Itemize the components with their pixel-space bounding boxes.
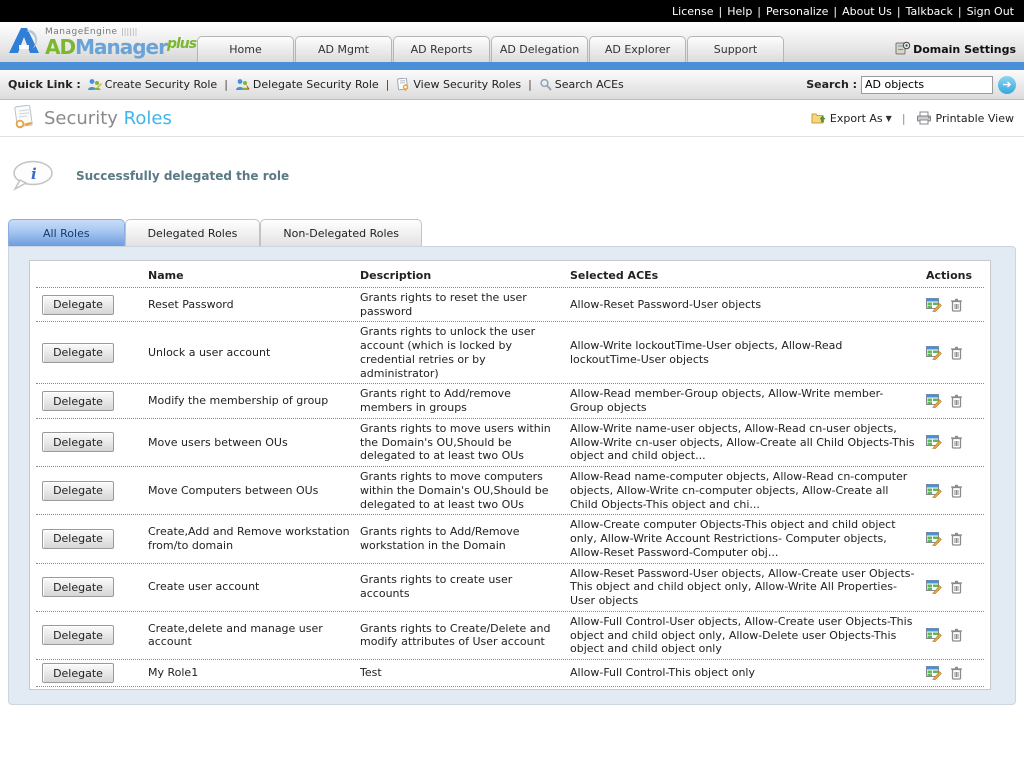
- role-description: Grants rights to reset the user password: [360, 290, 527, 318]
- table-row: [36, 322, 984, 384]
- roles-tab-bar: [8, 219, 1024, 246]
- role-aces: Allow-Full Control-User objects, Allow-Create user Objects-This object and child object only, Allow-Delete user Objects-This object and child object only: [570, 614, 913, 656]
- svg-text:i: i: [31, 165, 37, 183]
- talkback-link[interactable]: Talkback: [905, 4, 953, 18]
- edit-role-icon[interactable]: [926, 532, 942, 546]
- delete-role-icon[interactable]: [950, 298, 963, 312]
- admanager-logo: [6, 25, 196, 57]
- separator: |: [385, 78, 390, 91]
- delete-role-icon[interactable]: [950, 580, 963, 594]
- table-row: [36, 467, 984, 515]
- table-row: [36, 419, 984, 467]
- delegate-button[interactable]: Delegate: [42, 295, 114, 315]
- quick-link-label: Quick Link :: [8, 78, 81, 91]
- delete-role-icon[interactable]: [950, 346, 963, 360]
- nav-tab-ad-explorer[interactable]: AD Explorer: [589, 36, 686, 62]
- separator: |: [901, 111, 906, 125]
- personalize-link[interactable]: Personalize: [766, 4, 829, 18]
- logo-manager: Manager: [75, 35, 167, 59]
- delegate-security-role-label: Delegate Security Role: [252, 78, 379, 91]
- quick-link-bar: [0, 70, 1024, 100]
- delete-role-icon[interactable]: [950, 532, 963, 546]
- domain-settings-icon: [895, 41, 911, 57]
- edit-role-icon[interactable]: [926, 666, 942, 680]
- search-label: Search :: [806, 78, 857, 91]
- delete-role-icon[interactable]: [950, 484, 963, 498]
- domain-settings-label: Domain Settings: [913, 42, 1016, 56]
- tab-non-delegated-roles[interactable]: Non-Delegated Roles: [260, 219, 422, 246]
- brand-name: ManageEngine: [45, 27, 118, 37]
- license-link[interactable]: License: [672, 4, 714, 18]
- table-row: [36, 384, 984, 419]
- delete-role-icon[interactable]: [950, 394, 963, 408]
- delegate-button[interactable]: Delegate: [42, 391, 114, 411]
- table-header-row: [36, 263, 984, 288]
- role-aces: Allow-Read member-Group objects, Allow-Write member-Group objects: [570, 387, 884, 414]
- search-aces-label: Search ACEs: [554, 78, 624, 91]
- tab-delegated-roles[interactable]: Delegated Roles: [125, 219, 261, 246]
- roles-panel: [8, 246, 1016, 705]
- role-name: Move Computers between OUs: [148, 483, 319, 497]
- export-as-label: Export As: [829, 111, 883, 125]
- nav-tab-support[interactable]: Support: [687, 36, 784, 62]
- role-name: Create user account: [148, 580, 260, 594]
- edit-role-icon[interactable]: [926, 628, 942, 642]
- nav-tab-ad-mgmt[interactable]: AD Mgmt: [295, 36, 392, 62]
- role-name: Move users between OUs: [148, 435, 288, 449]
- role-aces: Allow-Reset Password-User objects: [570, 297, 762, 311]
- delegate-role-icon: [235, 78, 250, 91]
- edit-role-icon[interactable]: [926, 394, 942, 408]
- table-row: [36, 612, 984, 660]
- separator: |: [224, 78, 228, 91]
- role-name: My Role1: [148, 666, 199, 680]
- role-aces: Allow-Reset Password-User objects, Allow-Create user Objects- This object and child object only, Allow-Write All Properties-User objects: [570, 566, 915, 607]
- printer-icon: [916, 111, 932, 125]
- role-name: Create,Add and Remove workstation from/to domain: [148, 525, 350, 552]
- delegate-button[interactable]: Delegate: [42, 481, 114, 501]
- sign-out-link[interactable]: Sign Out: [966, 4, 1014, 18]
- app-header: [0, 22, 1024, 62]
- logo-ad: AD: [45, 35, 76, 59]
- page-title-primary: Security: [44, 107, 118, 129]
- about-us-link[interactable]: About Us: [842, 4, 892, 18]
- delete-role-icon[interactable]: [950, 666, 963, 680]
- top-utility-bar: [0, 0, 1024, 22]
- delegate-button[interactable]: Delegate: [42, 343, 114, 363]
- separator: |: [833, 4, 838, 18]
- printable-view-label: Printable View: [935, 111, 1014, 125]
- role-description: Grants rights to Create/Delete and modify attributes of User account: [360, 621, 551, 649]
- role-description: Grants right to Add/remove members in groups: [360, 387, 511, 414]
- role-aces: Allow-Write lockoutTime-User objects, Allow-Read lockoutTime-User objects: [570, 339, 843, 366]
- role-aces: Allow-Create computer Objects-This object and child object only, Allow-Write Account Restrictions- Computer objects, Allow-Reset Password-Computer obj...: [570, 518, 896, 559]
- info-icon: [10, 160, 54, 192]
- search-aces-link[interactable]: [539, 78, 624, 91]
- delegate-button[interactable]: Delegate: [42, 577, 114, 597]
- role-name: Unlock a user account: [148, 345, 271, 359]
- delegate-button[interactable]: Delegate: [42, 529, 114, 549]
- table-row: [36, 515, 984, 563]
- help-link[interactable]: Help: [727, 4, 753, 18]
- edit-role-icon[interactable]: [926, 435, 942, 449]
- table-row: [36, 660, 984, 687]
- separator: |: [957, 4, 962, 18]
- chevron-down-icon: ▼: [885, 113, 892, 123]
- role-aces: Allow-Full Control-This object only: [570, 666, 755, 680]
- nav-tab-home[interactable]: Home: [197, 36, 294, 62]
- separator: |: [896, 4, 901, 18]
- delegate-button[interactable]: Delegate: [42, 625, 114, 645]
- page-title: [44, 108, 172, 129]
- tab-all-roles[interactable]: All Roles: [8, 219, 125, 246]
- role-name: Reset Password: [148, 297, 234, 311]
- create-role-icon: [87, 78, 102, 91]
- column-header-description: Description: [360, 269, 432, 282]
- view-security-roles-label: View Security Roles: [413, 78, 522, 91]
- separator: |: [718, 4, 723, 18]
- edit-role-icon[interactable]: [926, 580, 942, 594]
- domain-settings-button[interactable]: [895, 41, 1016, 57]
- role-description: Grants rights to move users within the Domain's OU,Should be delegated to at least two OUs: [360, 421, 551, 463]
- roles-table: [29, 260, 991, 690]
- column-header-actions: Actions: [926, 269, 972, 282]
- separator: |: [757, 4, 762, 18]
- role-description: Grants rights to Add/Remove workstation in the Domain: [360, 525, 520, 552]
- status-message: [10, 159, 1024, 193]
- search-input[interactable]: [861, 76, 993, 94]
- accent-strip: [0, 62, 1024, 70]
- delegate-button[interactable]: Delegate: [42, 663, 114, 683]
- role-description: Test: [360, 666, 382, 680]
- page-title-bar: [0, 100, 1024, 137]
- table-row: [36, 564, 984, 612]
- role-description: Grants rights to move computers within the Domain's OU,Should be delegated to at least two OUs: [360, 470, 549, 511]
- role-description: Grants rights to unlock the user account (which is locked by credential retries or by administrator): [360, 325, 536, 380]
- brand-ticks: ||||||: [121, 27, 138, 36]
- nav-tab-ad-delegation[interactable]: AD Delegation: [491, 36, 588, 62]
- export-icon: [811, 111, 826, 125]
- search-aces-icon: [539, 78, 552, 91]
- role-aces: Allow-Write name-user objects, Allow-Read cn-user objects, Allow-Write cn-user objects, Allow-Create all Child Objects-This object and child object...: [570, 421, 915, 463]
- status-message-text: Successfully delegated the role: [76, 169, 290, 183]
- column-header-aces: Selected ACEs: [570, 269, 659, 282]
- create-security-role-label: Create Security Role: [104, 78, 218, 91]
- table-row: [36, 288, 984, 323]
- delete-role-icon[interactable]: [950, 435, 963, 449]
- logo-plus: plus: [166, 36, 197, 52]
- search-go-button[interactable]: ➔: [998, 76, 1016, 94]
- view-roles-icon: [396, 78, 410, 91]
- separator: |: [528, 78, 532, 91]
- delete-role-icon[interactable]: [950, 628, 963, 642]
- role-aces: Allow-Read name-computer objects, Allow-Read cn-computer objects, Allow-Write cn-computer objects, Allow-Create all Child Objects-This object and chi...: [570, 470, 908, 511]
- column-header-name: Name: [148, 269, 184, 282]
- view-security-roles-link[interactable]: [396, 78, 521, 91]
- security-roles-icon: [10, 105, 38, 131]
- create-security-role-link[interactable]: [87, 78, 217, 91]
- edit-role-icon[interactable]: [926, 298, 942, 312]
- role-name: Modify the membership of group: [148, 394, 329, 408]
- delegate-button[interactable]: Delegate: [42, 432, 114, 452]
- edit-role-icon[interactable]: [926, 346, 942, 360]
- export-as-button[interactable]: [811, 111, 892, 125]
- main-nav: [197, 36, 785, 62]
- edit-role-icon[interactable]: [926, 484, 942, 498]
- role-name: Create,delete and manage user account: [148, 621, 323, 649]
- admanager-logo-icon: [6, 25, 42, 57]
- delegate-security-role-link[interactable]: [235, 78, 379, 91]
- nav-tab-ad-reports[interactable]: AD Reports: [393, 36, 490, 62]
- role-description: Grants rights to create user accounts: [360, 573, 513, 601]
- printable-view-button[interactable]: [916, 111, 1014, 125]
- page-title-secondary: Roles: [123, 107, 172, 129]
